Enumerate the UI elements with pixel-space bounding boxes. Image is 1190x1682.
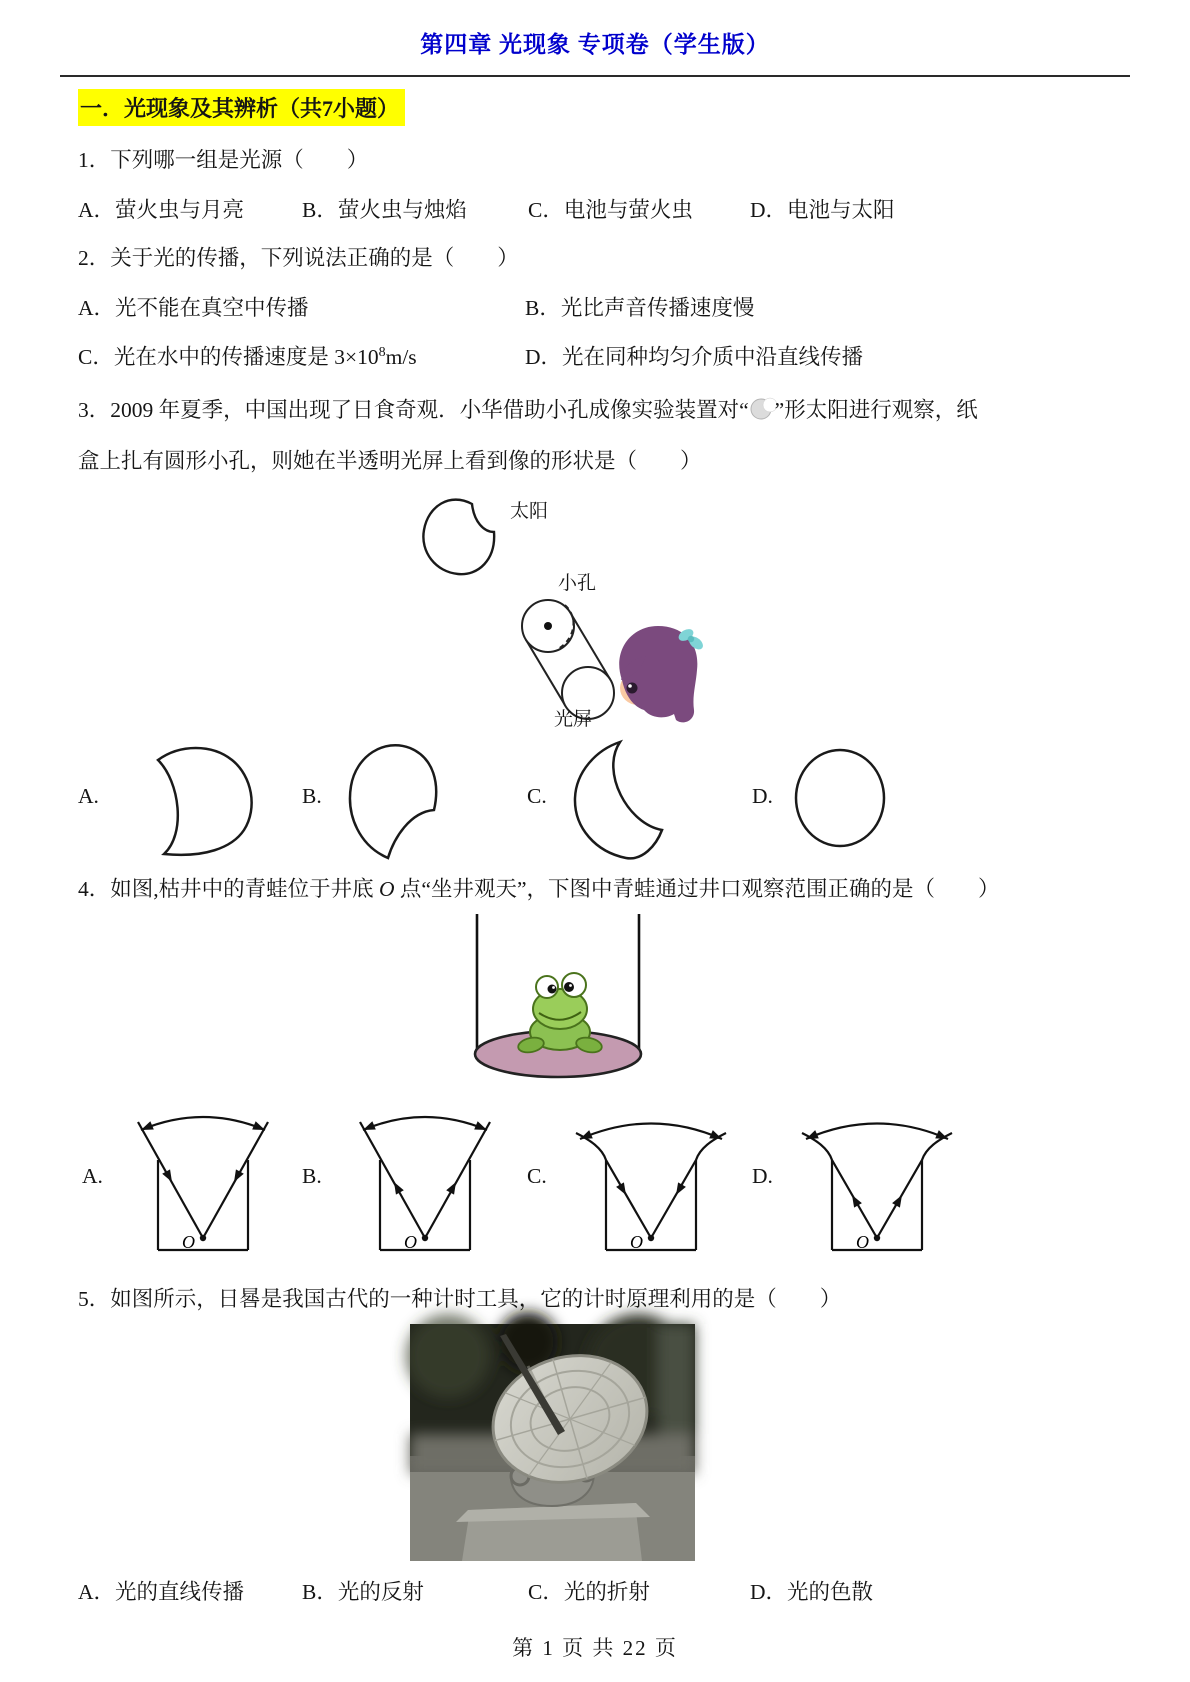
frog-icon — [517, 973, 603, 1055]
q4-stem: 4．如图,枯井中的青蛙位于井底 O 点“坐井观天”，下图中青蛙通过井口观察范围正确的是（ ） — [78, 877, 1000, 901]
q3-shape-c-deep-crescent — [570, 738, 670, 869]
q5-option-d: D．光的色散 — [750, 1580, 874, 1604]
q2-option-a: A．光不能在真空中传播 — [78, 296, 309, 320]
q3-option-a-label: A. — [78, 784, 99, 808]
q2-options-row1 — [78, 291, 1112, 322]
q1-options — [78, 193, 1112, 224]
q3-option-c-label: C. — [527, 784, 547, 808]
q1-option-c: C．电池与萤火虫 — [528, 198, 693, 222]
page-number: 第 1 页 共 22 页 — [512, 1636, 678, 1660]
q4-diagram-a-rays-inward — [108, 1098, 303, 1273]
q2-stem: 2．关于光的传播，下列说法正确的是（ ） — [78, 246, 519, 270]
sundial-photo — [410, 1324, 695, 1561]
point-o-label: O — [404, 1232, 417, 1252]
q5-stem: 5．如图所示，日晷是我国古代的一种计时工具，它的计时原理利用的是（ ） — [78, 1287, 842, 1311]
q4-option-b-label: B. — [302, 1164, 322, 1188]
screen-label: 光屏 — [554, 709, 593, 730]
q4-diagram-c-curved-inward — [556, 1098, 751, 1273]
q3-shape-b-crescent-bottom — [346, 740, 441, 867]
page-title: 第四章 光现象 专项卷（学生版） — [420, 32, 770, 57]
pinhole-label: 小孔 — [558, 573, 597, 594]
q3-stem: 3．2009 年夏季，中国出现了日食奇观．小华借助小孔成像实验装置对“ ”形太阳进行观察，纸 盒上扎有圆形小孔，则她在半透明光屏上看到像的形状是（ ） — [78, 387, 1112, 484]
q4-option-d-label: D. — [752, 1164, 773, 1188]
point-o-label: O — [856, 1232, 869, 1252]
q3-shape-d-full-circle — [792, 746, 888, 855]
q2-option-c: C．光在水中的传播速度是 $3\times 10^8m/s$ — [78, 344, 417, 369]
sun-label: 太阳 — [510, 501, 549, 522]
q4-diagram-d-curved-outward — [782, 1098, 977, 1273]
q5-options — [78, 1575, 1112, 1606]
q1-option-a: A．萤火虫与月亮 — [78, 198, 245, 222]
q4-diagram-b-rays-outward — [330, 1098, 525, 1273]
q5-figure — [78, 1324, 1112, 1561]
q2-option-d: D．光在同种均匀介质中沿直线传播 — [525, 345, 864, 369]
q5-option-b: B．光的反射 — [302, 1580, 424, 1604]
girl-head-icon — [606, 618, 706, 735]
q5-option-c: C．光的折射 — [528, 1580, 650, 1604]
q3-option-d-label: D. — [752, 784, 773, 808]
q1-option-b: B．萤火虫与烛焰 — [302, 198, 467, 222]
q2-options-row2 — [78, 340, 1112, 371]
q3-option-figures — [78, 738, 1112, 866]
q2-option-b: B．光比声音传播速度慢 — [525, 296, 755, 320]
q4-option-c-label: C. — [527, 1164, 547, 1188]
section-heading: 一．光现象及其辨析（共7小题） — [78, 89, 405, 126]
well-with-frog-figure — [463, 914, 663, 1089]
point-o-label: O — [630, 1232, 643, 1252]
eclipse-sun-icon — [749, 392, 775, 438]
q3-stem-line2: 盒上扎有圆形小孔，则她在半透明光屏上看到像的形状是（ ） — [78, 449, 702, 473]
q3-shape-a-crescent-left — [128, 742, 258, 867]
q4-option-figures — [78, 1098, 1112, 1274]
q1-stem: 1．下列哪一组是光源（ ） — [78, 148, 369, 172]
crescent-sun-icon — [420, 486, 500, 583]
q1-option-d: D．电池与太阳 — [750, 198, 895, 222]
q4-figure — [78, 914, 1112, 1086]
q4-option-a-label: A. — [82, 1164, 103, 1188]
q5-option-a: A．光的直线传播 — [78, 1580, 245, 1604]
point-o-label: O — [182, 1232, 195, 1252]
q3-option-b-label: B. — [302, 784, 322, 808]
q3-figure — [78, 486, 1112, 734]
